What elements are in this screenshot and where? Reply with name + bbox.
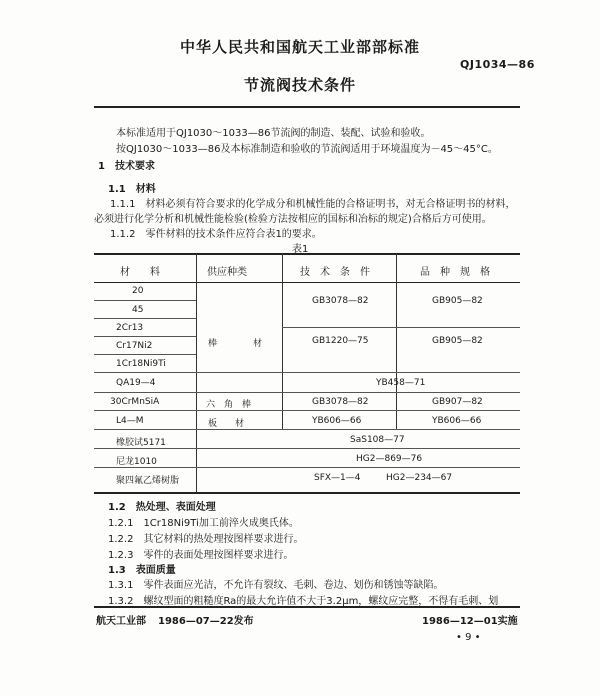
- supply-cell: 六 角 棒: [206, 400, 252, 410]
- section-1-3-heading: 1.3 表面质量: [108, 565, 176, 576]
- tech-cell: HG2—869—76: [356, 454, 423, 464]
- tech-cell: SaS108—77: [350, 435, 405, 445]
- spec-cell: GB905—82: [432, 296, 483, 306]
- material-cell: 30CrMnSiA: [110, 397, 160, 407]
- header-tech-condition: 技 术 条 件: [300, 267, 370, 278]
- intro-line-2: 按QJ1030～1033—86及本标准制造和验收的节流阀适用于环境温度为－45～45°C。: [116, 144, 498, 155]
- para-1-1-1-b: 必须进行化学分析和机械性能检验(检验方法按相应的国标和冶标的规定)合格后方可使用。: [94, 214, 492, 225]
- supply-cell: 棒 材: [208, 339, 263, 349]
- para-1-3-1: 1.3.1 零件表面应光洁，不允许有裂纹、毛刺、卷边、划伤和锈蚀等缺陷。: [108, 580, 444, 591]
- tech-cell: YB458—71: [376, 378, 426, 388]
- row-line: [94, 318, 196, 319]
- material-cell: 2Cr13: [116, 323, 144, 333]
- intro-line-1: 本标准适用于QJ1030～1033—86节流阀的制造、装配、试验和验收。: [116, 128, 431, 139]
- spec-cell: GB907—82: [432, 397, 483, 407]
- row-line: [94, 372, 520, 373]
- row-line: [94, 336, 196, 337]
- material-cell: Cr17Ni2: [116, 341, 153, 351]
- header-material: 材 料: [120, 267, 160, 278]
- standard-code: QJ1034—86: [460, 58, 535, 71]
- para-1-2-2: 1.2.2 其它材料的热处理按图样要求进行。: [108, 534, 304, 545]
- supply-cell: 板 材: [208, 419, 245, 429]
- spec-cell: YB606—66: [432, 416, 482, 426]
- para-1-2-3: 1.2.3 零件的表面处理按图样要求进行。: [108, 550, 294, 561]
- tech-cell: GB3078—82: [312, 296, 369, 306]
- header-spec: 品 种 规 格: [420, 267, 490, 278]
- row-line: [94, 392, 520, 393]
- material-cell: QA19—4: [116, 378, 156, 388]
- para-1-1-1-a: 1.1.1 材料必须有符合要求的化学成分和机械性能的合格证明书，对无合格证明书的材料，: [110, 199, 516, 210]
- material-cell: 尼龙1010: [116, 457, 157, 467]
- footer-divider: [94, 606, 520, 608]
- footer-issued-date: 1986—07—22发布: [158, 616, 254, 627]
- spec-cell: GB905—82: [432, 336, 483, 346]
- material-cell: 1Cr18Ni9Ti: [116, 359, 166, 369]
- tech-cell: GB1220—75: [312, 336, 369, 346]
- table-col-divider-3: [396, 253, 397, 429]
- tech-cell: YB606—66: [312, 416, 362, 426]
- para-1-2-1: 1.2.1 1Cr18Ni9Ti加工前淬火成奥氏体。: [108, 518, 299, 529]
- title-divider: [94, 106, 520, 108]
- footer-issuer: 航天工业部: [96, 616, 146, 627]
- row-line: [94, 448, 520, 449]
- material-cell: 45: [132, 305, 144, 315]
- footer-effective-date: 1986—12—01实施: [422, 616, 518, 627]
- section-1-1-heading: 1.1 材料: [108, 184, 156, 195]
- table-caption: 表1: [292, 244, 309, 255]
- table-header-border: [94, 282, 520, 283]
- table-bottom-border: [94, 492, 520, 494]
- org-title: 中华人民共和国航天工业部部标准: [179, 38, 420, 56]
- row-line: [94, 354, 196, 355]
- material-cell: L4—M: [116, 416, 144, 426]
- tech-cell: GB3078—82: [312, 397, 369, 407]
- material-cell: 20: [132, 286, 144, 296]
- row-line: [94, 410, 520, 411]
- table-col-divider-2: [282, 253, 283, 429]
- page-number: • 9 •: [456, 632, 481, 643]
- tech-cell: SFX—1—4: [314, 473, 361, 483]
- header-supply-type: 供应种类: [207, 267, 247, 278]
- row-line: [94, 467, 520, 468]
- para-1-3-2: 1.3.2 螺纹型面的粗糙度Ra的最大允许值不大于3.2μm，螺纹应完整，不得有毛刺、划: [108, 596, 499, 607]
- material-cell: 橡胶试5171: [116, 438, 166, 448]
- para-1-1-2: 1.1.2 零件材料的技术条件应符合表1的要求。: [110, 229, 322, 240]
- document-title: 节流阀技术条件: [243, 76, 356, 94]
- section-1-2-heading: 1.2 热处理、表面处理: [108, 502, 216, 513]
- row-line: [94, 429, 520, 430]
- table-top-border: [94, 253, 520, 255]
- material-cell: 聚四氟乙烯树脂: [116, 476, 180, 486]
- row-line: [94, 300, 196, 301]
- tech-cell: HG2—234—67: [386, 473, 453, 483]
- section-1-heading: 1 技术要求: [98, 161, 155, 172]
- row-line: [282, 327, 520, 328]
